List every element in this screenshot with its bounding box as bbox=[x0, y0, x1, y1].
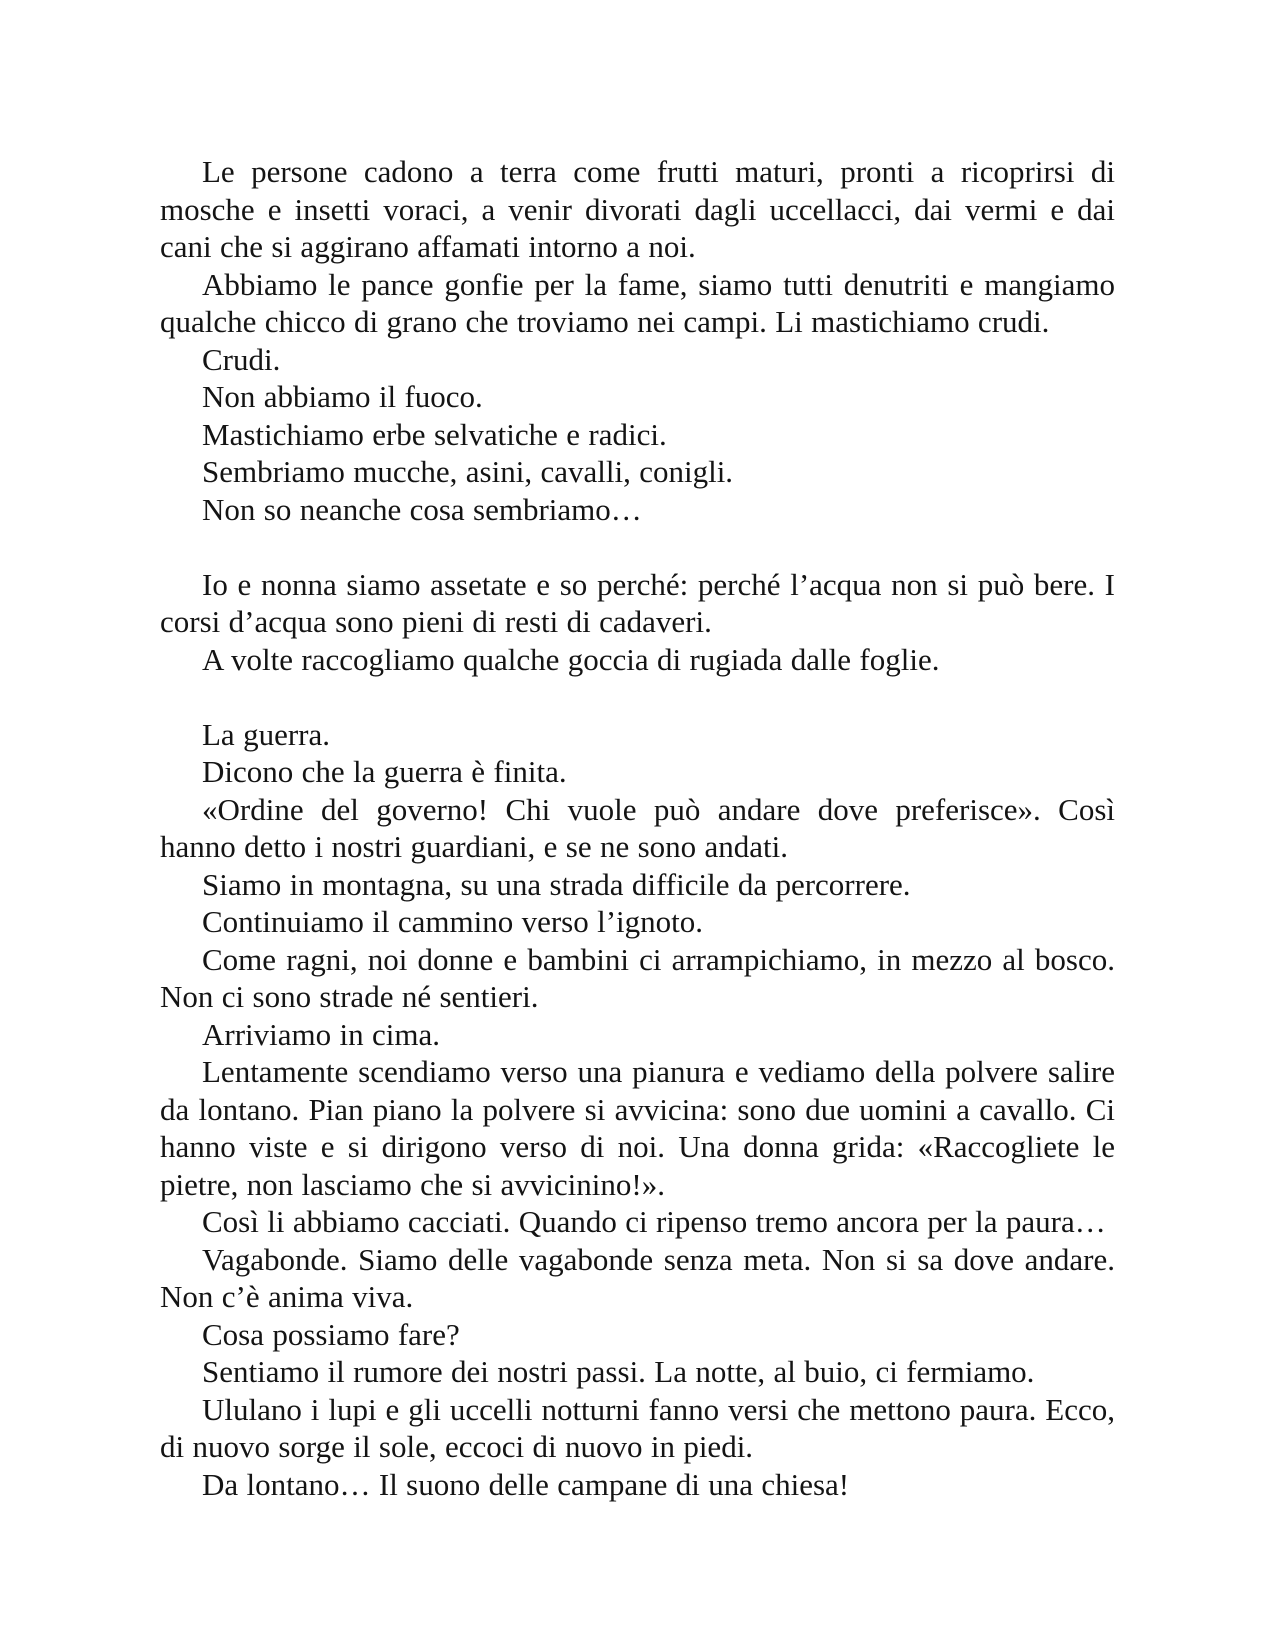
paragraph: Vagabonde. Siamo delle vagabonde senza meta. Non si sa dove andare. Non c’è anima viva. bbox=[160, 1241, 1115, 1314]
paragraph: Abbiamo le pance gonfie per la fame, siamo tutti denutriti e mangiamo qualche chicco di grano che troviamo nei campi. Li mastichiamo crudi. bbox=[160, 266, 1115, 339]
paragraph: Io e nonna siamo assetate e so perché: perché l’acqua non si può bere. I corsi d’acqua sono pieni di resti di cadaveri. bbox=[160, 566, 1115, 639]
text-section-2 bbox=[160, 566, 1115, 679]
paragraph: Continuiamo il cammino verso l’ignoto. bbox=[202, 904, 704, 939]
text-section-1 bbox=[160, 153, 1115, 528]
paragraph: Così li abbiamo cacciati. Quando ci ripenso tremo ancora per la paura… bbox=[202, 1204, 1106, 1239]
paragraph: Dicono che la guerra è finita. bbox=[202, 754, 567, 789]
paragraph: Come ragni, noi donne e bambini ci arrampichiamo, in mezzo al bosco. Non ci sono strade né sentieri. bbox=[160, 941, 1115, 1014]
paragraph: La guerra. bbox=[202, 716, 330, 752]
paragraph: «Ordine del governo! Chi vuole può andare dove preferisce». Così hanno detto i nostri guardiani, e se ne sono andati. bbox=[160, 791, 1115, 864]
paragraph: Da lontano… Il suono delle campane di una chiesa! bbox=[202, 1466, 850, 1502]
paragraph: Crudi. bbox=[202, 341, 281, 377]
paragraph: Sentiamo il rumore dei nostri passi. La notte, al buio, ci fermiamo. bbox=[202, 1354, 1035, 1389]
paragraph: Sembriamo mucche, asini, cavalli, conigli. bbox=[202, 454, 734, 489]
paragraph: Arriviamo in cima. bbox=[202, 1016, 440, 1052]
text-section-3 bbox=[160, 716, 1115, 1504]
paragraph: A volte raccogliamo qualche goccia di rugiada dalle foglie. bbox=[202, 641, 940, 677]
paragraph: Le persone cadono a terra come frutti maturi, pronti a ricoprirsi di mosche e insetti voraci, a venir divorati dagli uccellacci, dai vermi e dai cani che si aggirano affamati intorno a noi. bbox=[160, 154, 1115, 264]
paragraph: Ululano i lupi e gli uccelli notturni fanno versi che mettono paura. Ecco, di nuovo sorge il sole, eccoci di nuovo in piedi. bbox=[160, 1391, 1115, 1464]
paragraph: Cosa possiamo fare? bbox=[202, 1316, 460, 1352]
paragraph: Non so neanche cosa sembriamo… bbox=[202, 491, 642, 527]
paragraph: Siamo in montagna, su una strada difficile da percorrere. bbox=[202, 866, 911, 902]
paragraph: Mastichiamo erbe selvatiche e radici. bbox=[202, 416, 667, 452]
paragraph: Lentamente scendiamo verso una pianura e vediamo della polvere salire da lontano. Pian piano la polvere si avvicina: sono due uomini a cavallo. Ci hanno viste e si dirigono verso di noi. Una donna grida: «Raccogliete le pietre, non lasciamo che si avvicinino!». bbox=[160, 1054, 1115, 1202]
paragraph: Non abbiamo il fuoco. bbox=[202, 379, 483, 414]
